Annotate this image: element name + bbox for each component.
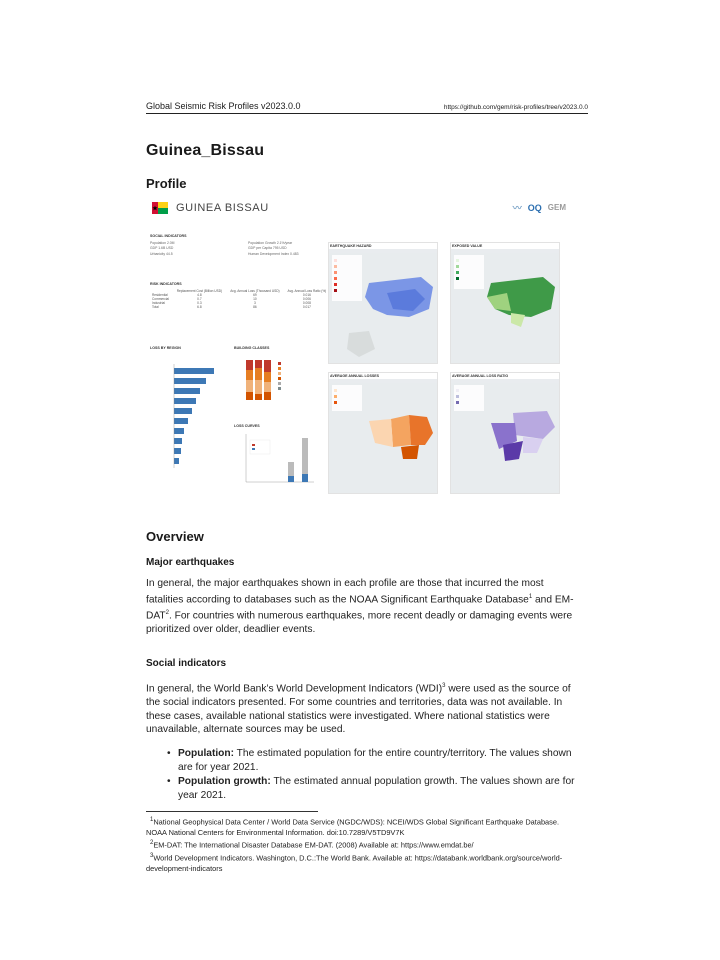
social-indicators-heading: Social indicators bbox=[146, 658, 227, 669]
social-item: GDP 1.6B USD bbox=[150, 246, 174, 251]
footnote-divider bbox=[146, 811, 318, 812]
table-row: Industrial 0.3 3 0.008 bbox=[152, 301, 311, 305]
header-link[interactable]: https://github.com/gem/risk-profiles/tree/v2023.0.0 bbox=[443, 104, 588, 111]
country-name: GUINEA BISSAU bbox=[176, 202, 269, 214]
footnotes bbox=[146, 815, 578, 874]
building-classes-chart bbox=[234, 346, 318, 416]
loss-curves-chart bbox=[234, 424, 318, 488]
major-earthquakes-text: In general, the major earthquakes shown in each profile are those that incurred the most fatalities according to databases such as the NOAA Significant Earthquake Database$^1$ and EM-DAT$^2$. For countries with numerous earthquakes, more recent deadly or damaging events were prioritized over older, deadlier events. bbox=[146, 578, 574, 635]
table-row: Residential 4.8 69 0.016 bbox=[152, 293, 311, 297]
table-row: Commercial 0.7 10 0.006 bbox=[152, 297, 311, 301]
major-earthquakes-heading: Major earthquakes bbox=[146, 557, 235, 568]
footnote-ref[interactable]: 2 bbox=[165, 609, 169, 616]
aal-label: AVERAGE ANNUAL LOSSES bbox=[329, 373, 438, 379]
gem-logo: GEM bbox=[547, 203, 566, 212]
list-item: • Population growth: The estimated annual population growth. The values shown are for year 2021. bbox=[166, 775, 578, 802]
page-header bbox=[146, 100, 588, 114]
social-indicators-label: SOCIAL INDICATORS bbox=[150, 234, 187, 238]
aal-ratio-label: AVERAGE ANNUAL LOSS RATIO bbox=[451, 373, 560, 379]
footnote-ref[interactable]: 3 bbox=[442, 683, 446, 689]
social-indicators bbox=[150, 234, 340, 256]
footnote: $^1$National Geophysical Data Center / World Data Service (NGDC/WDS): NCEI/WDS Global Significant Earthquake Database. NOAA National Centers for Environmental Information. doi:10.7289/V5TD9V7K bbox=[146, 817, 560, 837]
earthquake-hazard-map bbox=[328, 242, 438, 364]
footnote: $^2$EM-DAT: The International Disaster Database EM-DAT. (2008) Available at: https://www.emdat.be/ bbox=[150, 840, 474, 850]
risk-table: Replacement Cost (Billion USD) Avg. Annual Loss (Thousand USD) Avg. Annual Loss Ratio (%) Residential 4.8 69 0.016 Commercial 0.7 10 0.006 Industrial 0.3 3 0.008 Total 6.8 86 0.017 bbox=[150, 289, 330, 309]
social-item: Population Growth 2.1%/year bbox=[248, 241, 293, 245]
social-item: Population 2.0M bbox=[150, 241, 175, 245]
profile-figure bbox=[146, 196, 572, 496]
document-title: Guinea_Bissau bbox=[146, 142, 265, 159]
header-title: Global Seismic Risk Profiles v2023.0.0 bbox=[146, 101, 301, 111]
social-item: GDP per Capita 795 USD bbox=[248, 246, 287, 251]
footnote: $^3$World Development Indicators. Washington, D.C.:The World Bank. Available at: https://databank.worldbank.org/source/world-development-indicators bbox=[146, 853, 563, 874]
building-classes-label: BUILDING CLASSES bbox=[234, 346, 270, 350]
oq-logo: OQ bbox=[527, 202, 542, 213]
social-item: Urbanicity 44.5 bbox=[150, 251, 173, 256]
list-item: • Population: The estimated population for the entire country/territory. The values shown are for year 2021. bbox=[166, 747, 578, 774]
loss-curves-label: LOSS CURVES bbox=[234, 424, 260, 428]
average-annual-loss-ratio-map bbox=[450, 372, 560, 494]
earthquake-hazard-label: EARTHQUAKE HAZARD bbox=[329, 243, 438, 249]
social-indicators-text: In general, the World Bank’s World Development Indicators (WDI)$^3$ were used as the source of the social indicators presented. For some countries and territories, data was not available. In these cases, available national statistics were investigated. Where national statistics were unavailable, alternate sources may be used. bbox=[146, 683, 571, 736]
profile-heading: Profile bbox=[146, 176, 187, 191]
table-row: Total 6.8 86 0.017 bbox=[152, 305, 311, 309]
risk-indicators-label: RISK INDICATORS bbox=[150, 282, 182, 286]
indicator-list bbox=[166, 747, 578, 803]
exposed-value-label: EXPOSED VALUE bbox=[451, 243, 560, 249]
guinea-bissau-flag-icon bbox=[152, 202, 168, 214]
logos bbox=[513, 201, 566, 214]
footnote-ref[interactable]: 1 bbox=[528, 593, 533, 600]
exposed-value-map bbox=[450, 242, 560, 364]
overview-heading: Overview bbox=[146, 529, 204, 544]
social-item: Human Development Index 0.483 bbox=[248, 251, 299, 256]
loss-by-region-chart bbox=[150, 346, 230, 486]
average-annual-losses-map bbox=[328, 372, 438, 494]
loss-by-region-label: LOSS BY REGION bbox=[150, 346, 181, 350]
risk-indicators bbox=[150, 282, 340, 309]
wave-logo-icon: 〰 bbox=[512, 203, 522, 213]
